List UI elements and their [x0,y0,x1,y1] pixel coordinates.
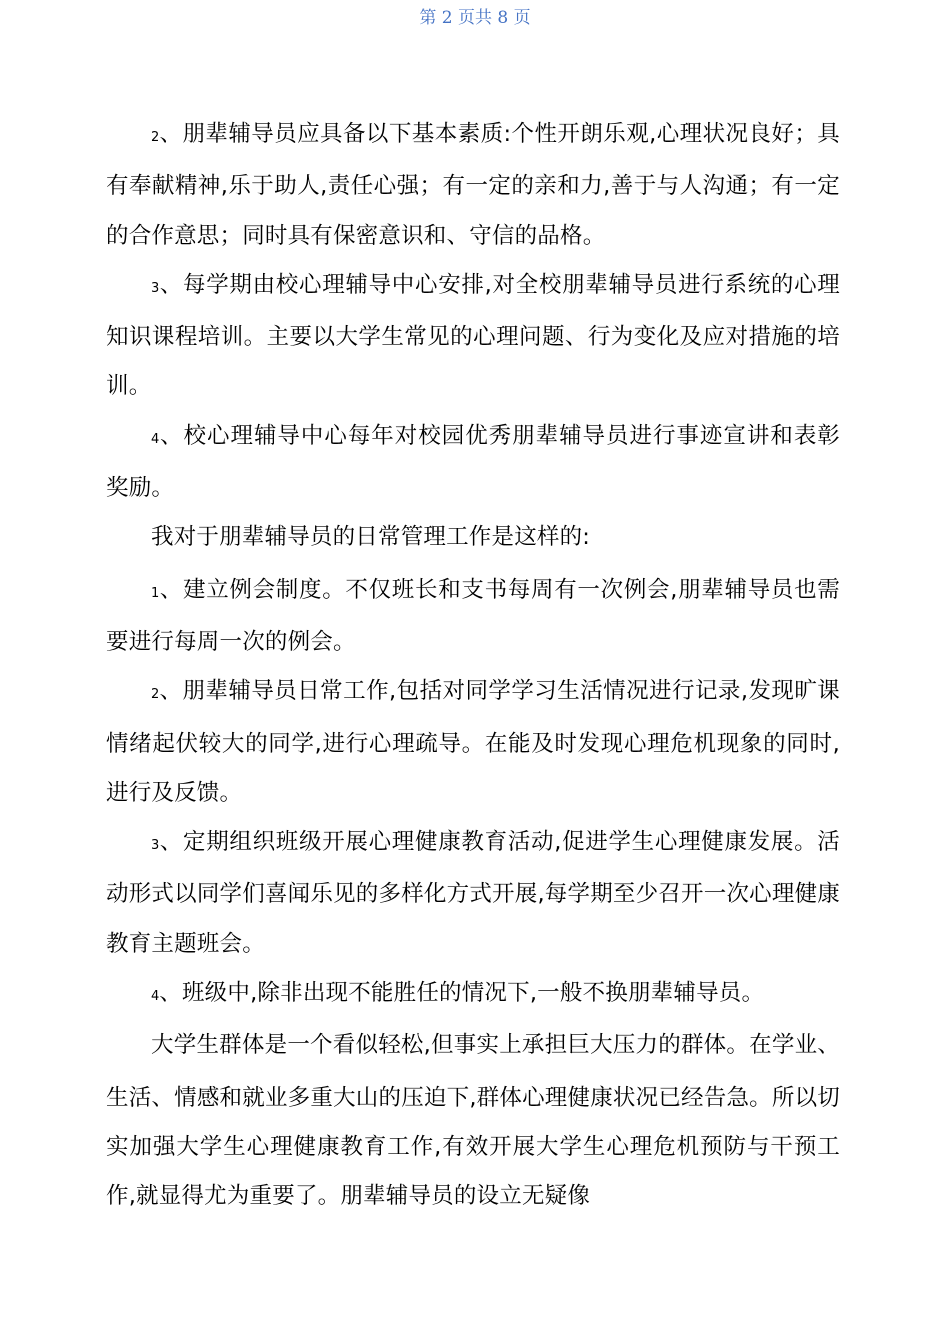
paragraph-text: 、班级中,除非出现不能胜任的情况下,一般不换朋辈辅导员。 [159,980,765,1007]
document-body [106,110,840,1222]
paragraph-class-activities [106,818,840,969]
item-number: 2 [151,687,160,703]
item-number: 2 [151,130,160,145]
paragraph-management-intro [106,513,840,565]
item-number: 1 [151,585,160,601]
paragraph-replacement-rule [106,969,840,1021]
paragraph-daily-work [106,667,840,818]
paragraph-text: 、定期组织班级开展心理健康教育活动,促进学生心理健康发展。活动形式以同学们喜闻乐见的多样化方式开展,每学期至少召开一次心理健康教育主题班会。 [106,829,840,957]
item-number: 3 [151,838,160,854]
paragraph-qualifications [106,110,840,261]
item-number: 3 [151,280,160,296]
paragraph-text: 我对于朋辈辅导员的日常管理工作是这样的: [151,524,591,551]
paragraph-awards [106,412,840,514]
paragraph-text: 、建立例会制度。不仅班长和支书每周有一次例会,朋辈辅导员也需要进行每周一次的例会。 [106,576,840,655]
paragraph-conclusion [106,1021,840,1221]
item-number: 4 [151,989,160,1005]
paragraph-text: 、朋辈辅导员日常工作,包括对同学学习生活情况进行记录,发现旷课情绪起伏较大的同学,进行心理疏导。在能及时发现心理危机现象的同时,进行及反馈。 [106,678,840,806]
page-number-header: 第 2 页共 8 页 [419,8,531,28]
item-number: 4 [151,431,160,447]
paragraph-meeting-system [106,566,840,668]
paragraph-text: 、朋辈辅导员应具备以下基本素质:个性开朗乐观,心理状况良好；具有奉献精神,乐于助人,责任心强；有一定的亲和力,善于与人沟通；有一定的合作意思；同时具有保密意识和、守信的品格。 [106,121,840,249]
paragraph-training [106,261,840,412]
paragraph-text: 大学生群体是一个看似轻松,但事实上承担巨大压力的群体。在学业、生活、情感和就业多重大山的压迫下,群体心理健康状况已经告急。所以切实加强大学生心理健康教育工作,有效开展大学生心理危机预防与干预工作,就显得尤为重要了。朋辈辅导员的设立无疑像 [106,1032,840,1210]
paragraph-text: 、每学期由校心理辅导中心安排,对全校朋辈辅导员进行系统的心理知识课程培训。主要以大学生常见的心理问题、行为变化及应对措施的培训。 [106,271,840,400]
paragraph-text: 、校心理辅导中心每年对校园优秀朋辈辅导员进行事迹宣讲和表彰奖励。 [106,422,840,502]
